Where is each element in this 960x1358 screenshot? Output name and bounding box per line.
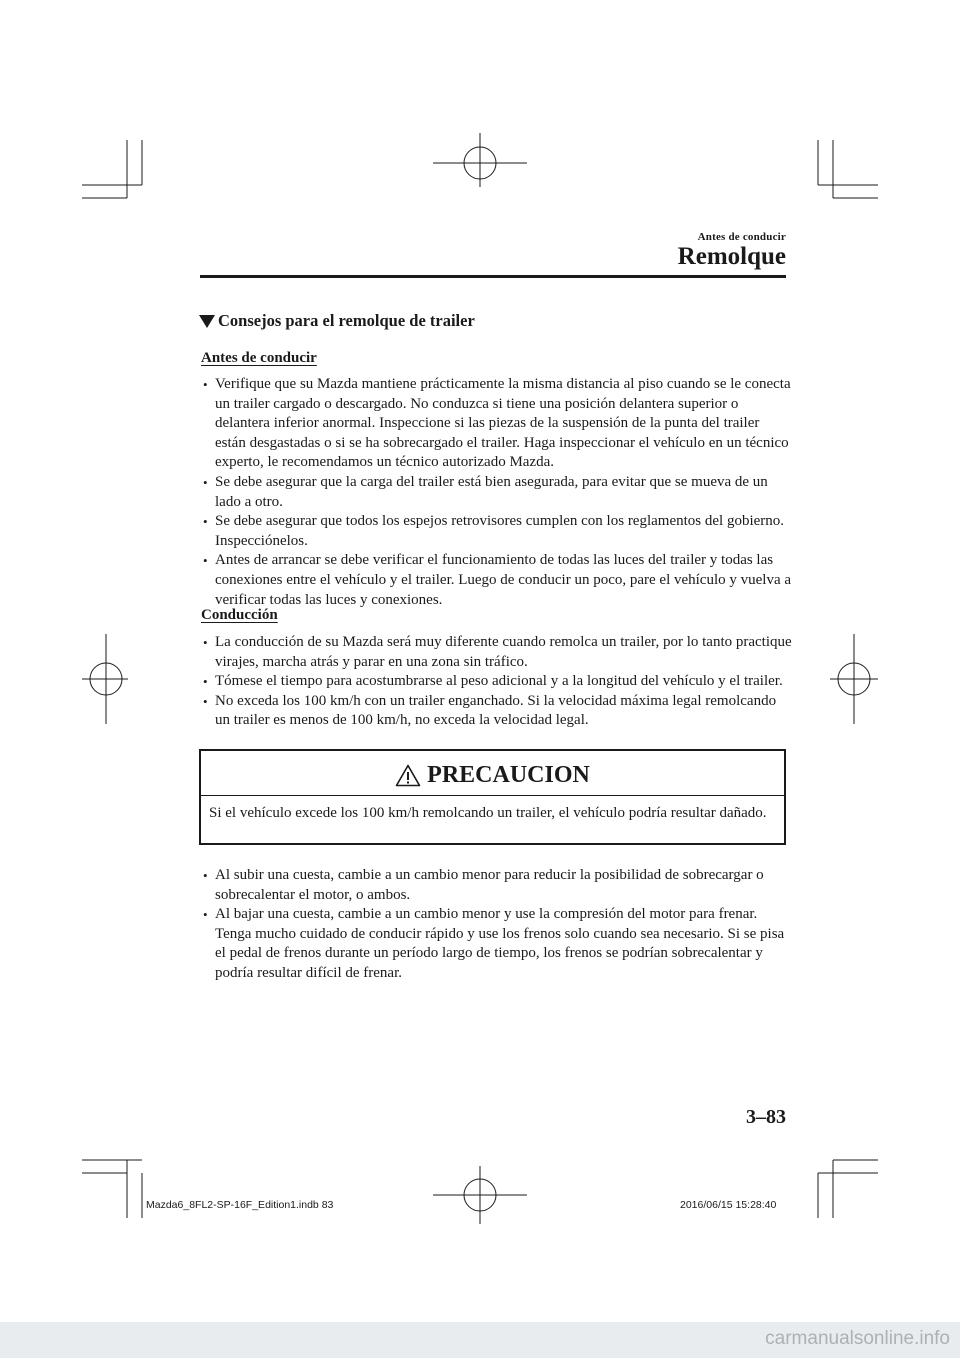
- caution-title: PRECAUCION: [427, 761, 590, 788]
- list-item-text: Se debe asegurar que la carga del trailer está bien asegurada, para evitar que se mueva de un lado a otro.: [215, 473, 768, 510]
- bullet-icon: •: [203, 674, 208, 690]
- bullet-icon: •: [203, 377, 208, 392]
- list-item-text: La conducción de su Mazda será muy diferente cuando remolca un trailer, por lo tanto practique virajes, marcha atrás y parar en una zona sin tráfico.: [215, 634, 792, 670]
- list-item: [202, 633, 792, 672]
- warning-triangle-icon: [395, 764, 421, 787]
- list-item: [202, 672, 792, 692]
- footer-filename: Mazda6_8FL2-SP-16F_Edition1.indb 83: [146, 1199, 334, 1211]
- watermark-bar: [0, 1322, 960, 1358]
- page-number: 3–83: [746, 1106, 786, 1128]
- list-item: [202, 512, 792, 551]
- list-item: [202, 866, 792, 905]
- section-title: [199, 311, 475, 331]
- before-driving-list: [202, 375, 792, 610]
- slope-driving-list: [202, 866, 792, 984]
- bullet-icon: •: [203, 635, 208, 650]
- caution-header: [201, 757, 784, 793]
- list-item: [202, 473, 792, 512]
- caution-text: Si el vehículo excede los 100 km/h remolcando un trailer, el vehículo podría resultar dañado.: [209, 805, 767, 821]
- subheading-driving: Conducción: [201, 607, 278, 623]
- list-item-text: Se debe asegurar que todos los espejos retrovisores cumplen con los reglamentos del gobierno. Inspecciónelos.: [215, 513, 785, 549]
- list-item-text: Verifique que su Mazda mantiene prácticamente la misma distancia al piso cuando se le conecta un trailer cargado o descargado. No conduzca si tiene una posición delantera superior o delantera inferior anormal. Inspeccione si las piezas de la suspensión de la punta del trailer están desgastadas o si se ha sobrecargado el trailer. Haga inspeccionar el vehículo en un técnico experto, le recomendamos un técnico autorizado Mazda.: [215, 376, 791, 471]
- list-item-text: Al subir una cuesta, cambie a un cambio menor para reducir la posibilidad de sobrecargar o sobrecalentar el motor, o ambos.: [215, 867, 764, 903]
- bullet-icon: •: [203, 553, 208, 569]
- bullet-icon: •: [203, 693, 208, 709]
- caution-divider: [201, 795, 784, 796]
- bullet-icon: •: [203, 868, 208, 883]
- list-item: [202, 551, 792, 610]
- subheading-before-driving: Antes de conducir: [201, 350, 317, 366]
- list-item: [202, 905, 792, 983]
- list-item-text: Antes de arrancar se debe verificar el funcionamiento de todas las luces del trailer y todas las conexiones entre el vehículo y el trailer. Luego de conducir un poco, pare el vehículo y vuelva a verificar todas las luces y conexiones.: [215, 552, 792, 608]
- list-item-text: Al bajar una cuesta, cambie a un cambio menor y use la compresión del motor para frenar. Tenga mucho cuidado de conducir rápido y use los frenos solo cuando sea necesario. Si se pisa el pedal de frenos durante un período largo de tiempo, los frenos se podrían sobrecalentar y podría resultar difícil de frenar.: [215, 906, 785, 981]
- list-item-text: No exceda los 100 km/h con un trailer enganchado. Si la velocidad máxima legal remolcando un trailer es menos de 100 km/h, no exceda la velocidad legal.: [215, 692, 777, 729]
- bullet-icon: •: [203, 474, 208, 490]
- list-item: [202, 692, 792, 731]
- list-item: [202, 375, 792, 473]
- list-item-text: Tómese el tiempo para acostumbrarse al peso adicional y a la longitud del vehículo y el trailer.: [215, 673, 783, 690]
- footer-timestamp: 2016/06/15 15:28:40: [680, 1199, 777, 1211]
- header-divider: [200, 275, 786, 278]
- bullet-icon: •: [203, 514, 208, 530]
- page-title: Remolque: [677, 243, 786, 270]
- down-triangle-icon: [199, 315, 215, 328]
- watermark-text: carmanualsonline.info: [765, 1328, 950, 1349]
- driving-list: [202, 633, 792, 731]
- bullet-icon: •: [203, 907, 208, 923]
- caution-box: [199, 749, 786, 845]
- section-title-text: Consejos para el remolque de trailer: [218, 311, 475, 330]
- chapter-label: Antes de conducir: [697, 231, 786, 243]
